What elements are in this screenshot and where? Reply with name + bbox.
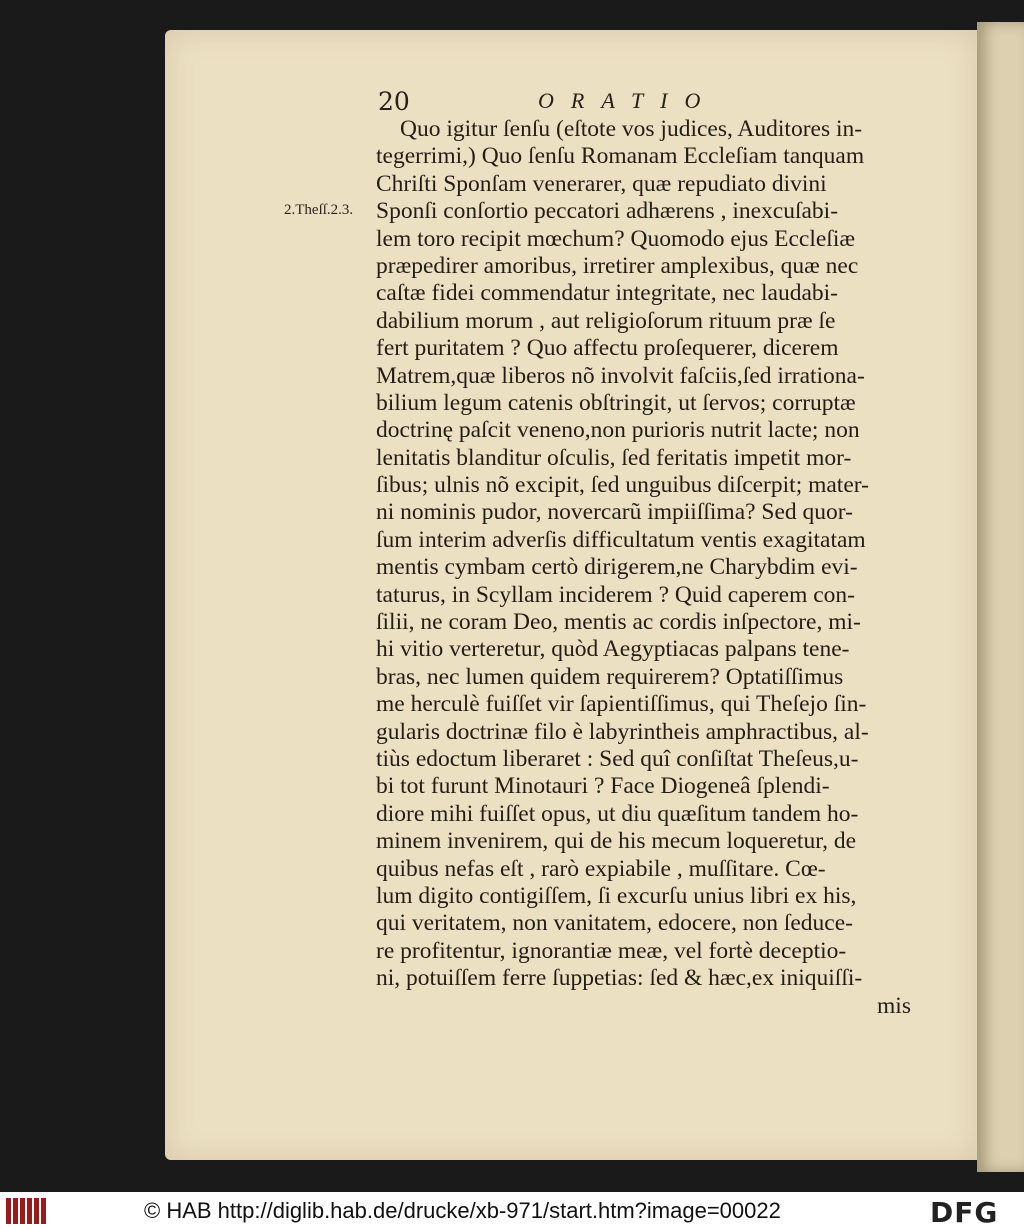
text-line: quibus nefas eſt , rarò expiabile , muſſitare. Cœ- (376, 855, 826, 882)
text-line: ſum interim adverſis difficultatum ventis exagitatam (376, 526, 866, 553)
text-line: Chriſti Sponſam venerarer, quæ repudiato divini (376, 170, 827, 197)
text-line: Quo igitur ſenſu (eſtote vos judices, Auditores in- (400, 116, 863, 142)
text-line: ni, potuiſſem ferre ſuppetias: ſed & hæc,ex iniquiſſi- (376, 965, 863, 992)
marginal-note: 2.Theſſ.2.3. (284, 202, 354, 218)
text-line: mentis cymbam certò dirigerem,ne Charybdim evi- (376, 554, 858, 581)
text-line: præpedirer amoribus, irretirer amplexibus, quæ nec (376, 252, 859, 279)
text-line: hi vitio verteretur, quòd Aegyptiacas palpans tene- (376, 636, 850, 663)
text-line: dabilium morum , aut religioſorum rituum præ ſe (376, 307, 836, 334)
text-line: Matrem,quæ liberos nõ involvit faſciis,ſed irrationa- (376, 362, 865, 389)
facing-page-edge (977, 22, 1024, 1172)
text-line: ſibus; ulnis nõ excipit, ſed unguibus diſcerpit; mater- (376, 472, 869, 499)
text-line: ni nominis pudor, novercarũ impiiſſima? Sed quor- (376, 499, 853, 526)
text-line: doctrinę paſcit veneno,non purioris nutrit lacte; non (376, 417, 860, 444)
text-line: bi tot furunt Minotauri ? Face Diogeneâ ſplendi- (376, 773, 830, 800)
text-line: tiùs edoctum liberaret : Sed quî conſiſtat Theſeus,u- (376, 745, 859, 772)
footer-bar (0, 1192, 1024, 1230)
dfg-logo: DFG (930, 1196, 999, 1229)
text-line: me herculè fuiſſet vir ſapientiſſimus, qui Theſejo ſin- (376, 691, 867, 718)
text-line: Sponſi conſortio peccatori adhærens , inexcuſabi- (376, 198, 839, 225)
text-line: bilium legum catenis obſtringit, ut ſervos; corruptæ (376, 389, 856, 416)
library-logo-icon (6, 1198, 46, 1224)
text-line: minem invenirem, qui de his mecum loqueretur, de (376, 828, 857, 855)
copyright-url[interactable]: © HAB http://diglib.hab.de/drucke/xb-971/start.htm?image=00022 (144, 1198, 781, 1223)
text-line: qui veritatem, non vanitatem, edocere, non ſeduce- (376, 910, 853, 937)
text-line: bras, nec lumen quidem requirerem? Optatiſſimus (376, 663, 844, 690)
text-line: lenitatis blanditur oſculis, ſed feritatis impetit mor- (376, 444, 852, 471)
text-line: lem toro recipit mœchum? Quomodo ejus Eccleſiæ (376, 225, 856, 252)
text-line: taturus, in Scyllam inciderem ? Quid caperem con- (376, 581, 855, 608)
text-line: lum digito contigiſſem, ſi excurſu unius libri ex his, (376, 882, 857, 909)
text-line: diore mihi fuiſſet opus, ut diu quæſitum tandem ho- (376, 800, 859, 827)
page-header (378, 86, 898, 116)
text-line: tegerrimi,) Quo ſenſu Romanam Eccleſiam tanquam (376, 143, 865, 170)
page-number: 20 (378, 86, 410, 116)
body-text (376, 116, 921, 1020)
text-line: ſilii, ne coram Deo, mentis ac cordis inſpectore, mi- (376, 609, 861, 636)
running-title: ORATIO (538, 88, 718, 113)
text-line: caſtæ fidei commendatur integritate, nec laudabi- (376, 280, 838, 307)
text-line: fert puritatem ? Quo affectu proſequerer, dicerem (376, 335, 839, 362)
catchword: mis (877, 992, 911, 1019)
text-line: re profitentur, ignorantiæ meæ, vel fortè deceptio- (376, 937, 847, 964)
text-line: gularis doctrinæ filo è labyrintheis amphractibus, al- (376, 718, 869, 745)
